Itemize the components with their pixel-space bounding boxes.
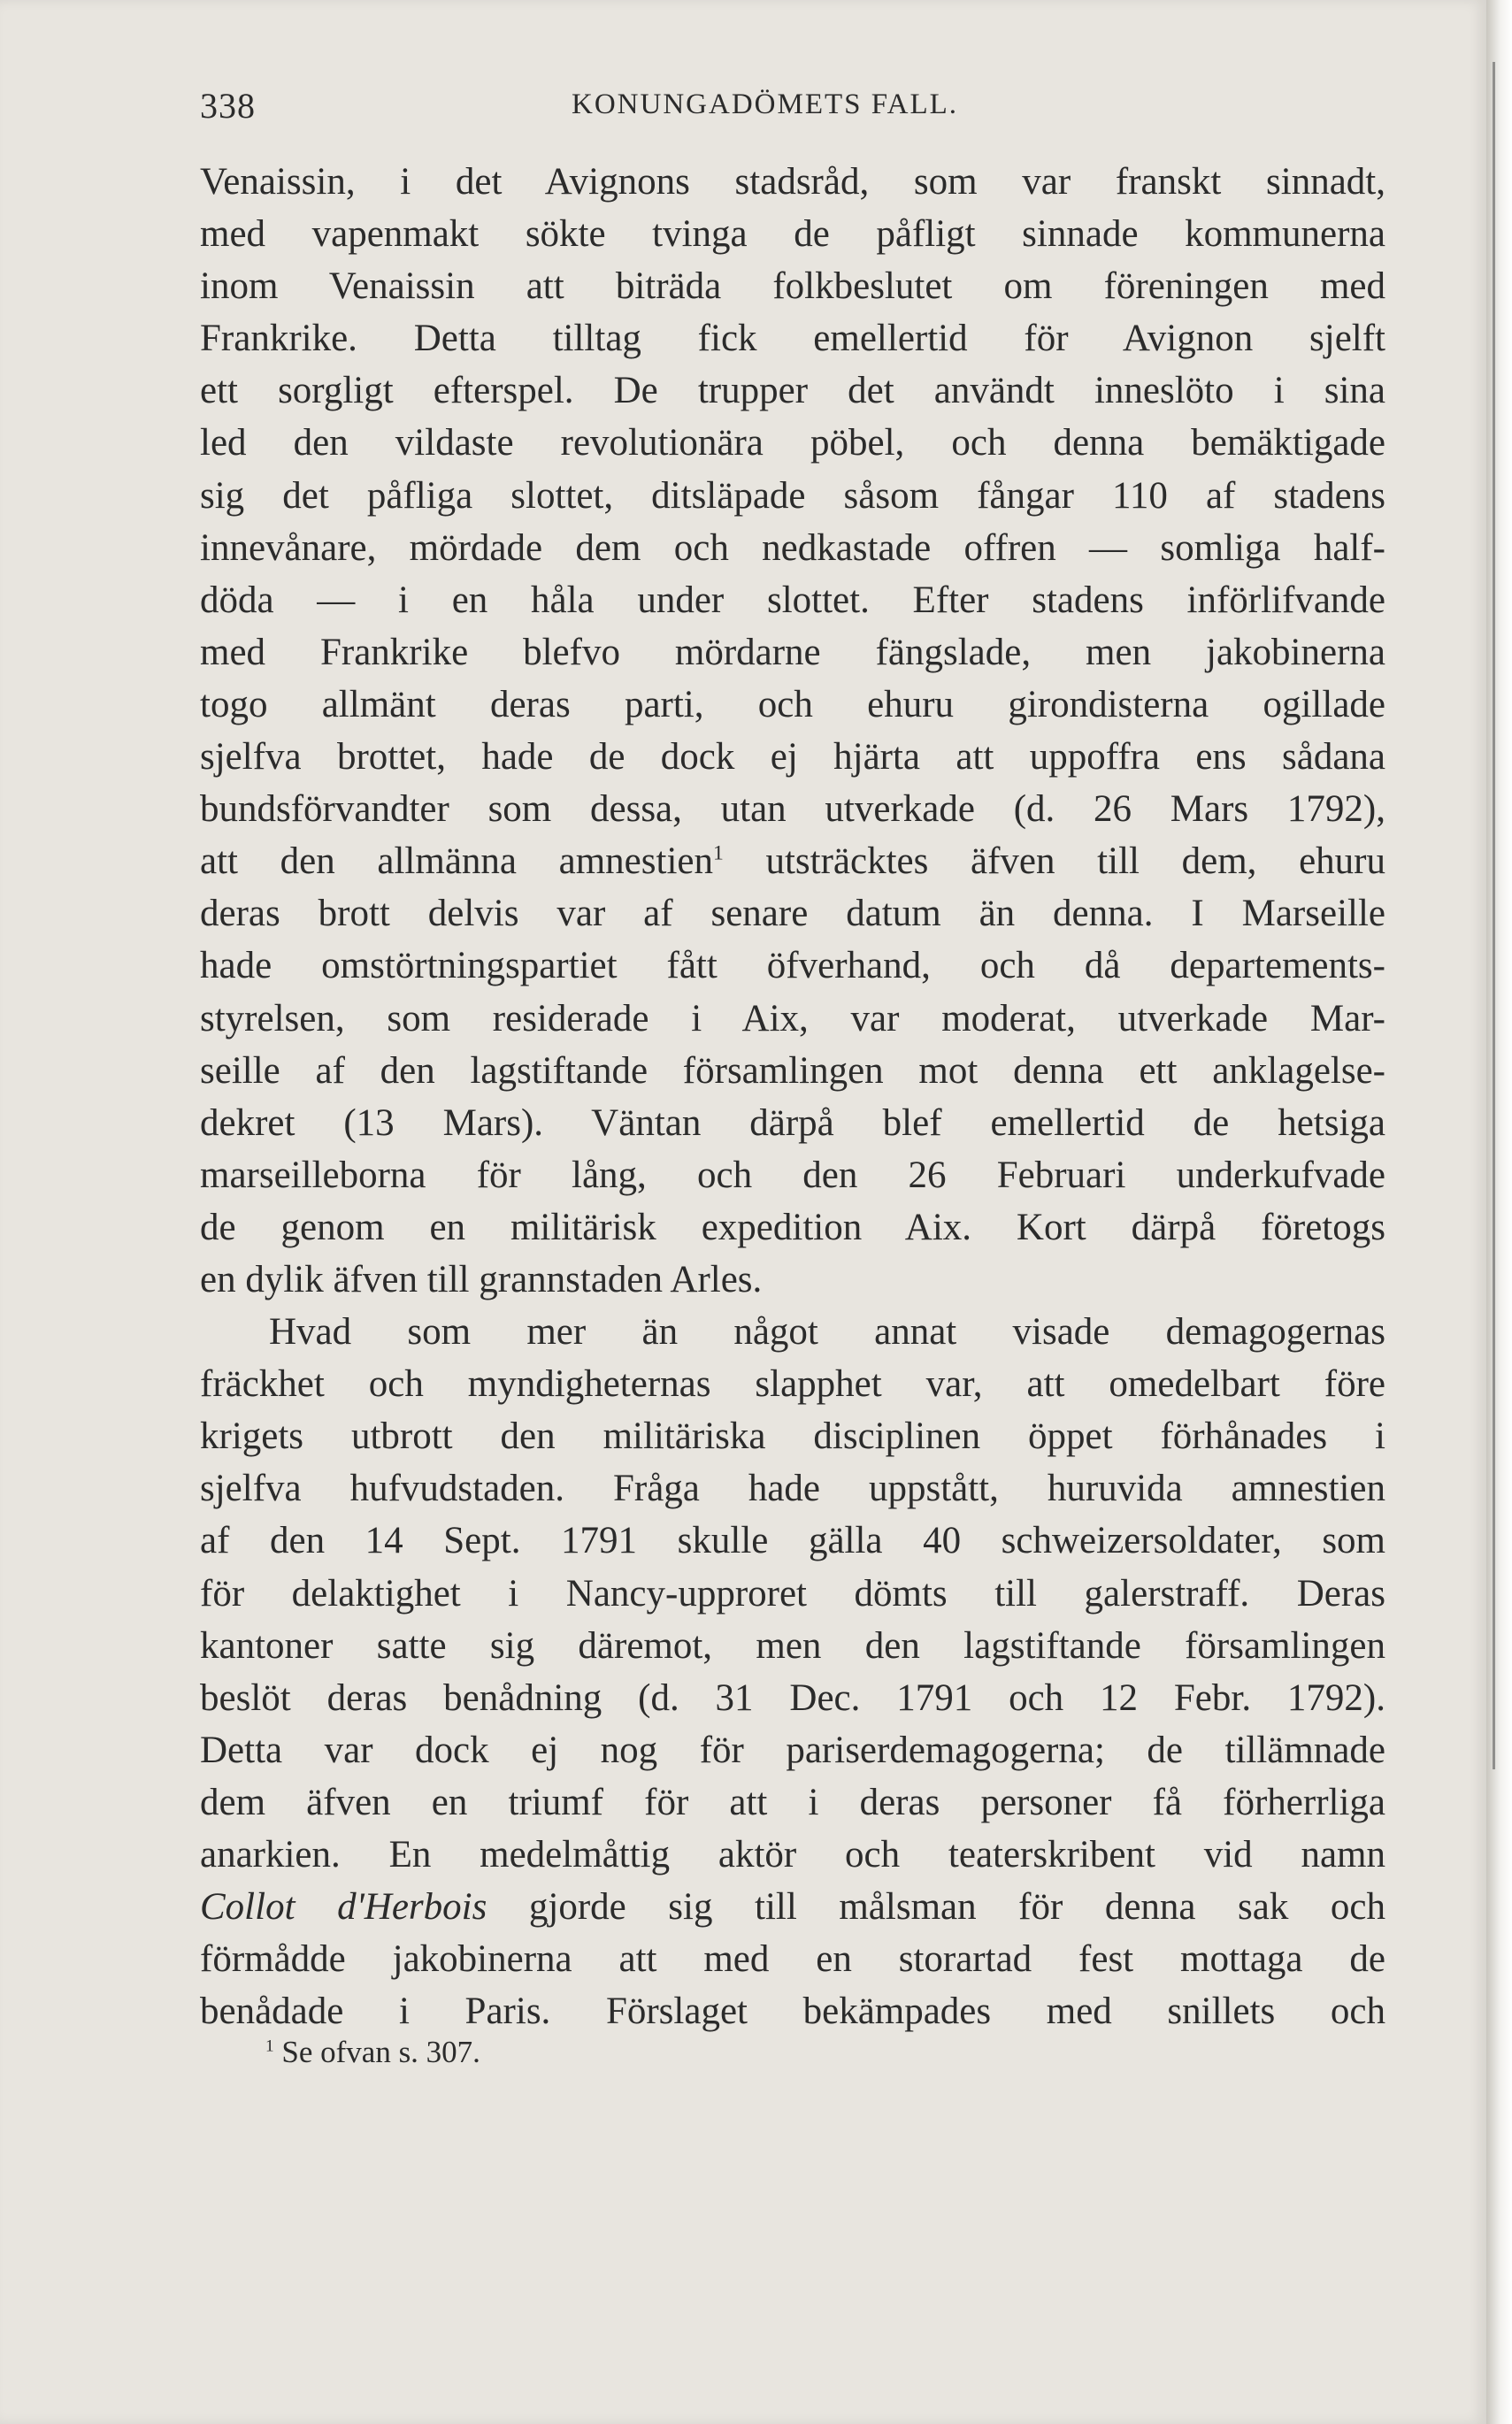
text-line: inom Venaissin att biträda folkbeslutet om föreningen med: [200, 265, 1385, 308]
text-line: bundsförvandter som dessa, utan utverkade (d. 26 Mars 1792),: [200, 788, 1385, 831]
text-line: sjelfva hufvudstaden. Fråga hade uppstått, huruvida amnestien: [200, 1468, 1385, 1510]
text-fragment: utsträcktes äfven till dem, ehuru: [765, 840, 1385, 883]
italic-name: Collot d'Herbois: [200, 1886, 487, 1929]
binding-line: [1493, 62, 1495, 1769]
text-line-with-footnote: [200, 835, 1385, 887]
text-fragment: gjorde sig till målsman för denna sak och: [528, 1886, 1385, 1929]
text-line: Frankrike. Detta tilltag fick emellertid för Avignon sjelft: [200, 318, 1385, 360]
text-line: de genom en militärisk expedition Aix. Kort därpå företogs: [200, 1206, 1385, 1248]
text-line: led den vildaste revolutionära pöbel, och denna bemäktigade: [200, 422, 1385, 464]
text-line: Venaissin, i det Avignons stadsråd, som var franskt sinnadt,: [200, 161, 1385, 203]
text-line: styrelsen, som residerade i Aix, var moderat, utverkade Mar-: [200, 997, 1385, 1039]
text-line: deras brott delvis var af senare datum än denna. I Marseille: [200, 893, 1385, 935]
text-line: krigets utbrott den militäriska disciplinen öppet förhånades i: [200, 1415, 1385, 1458]
text-line: Hvad som mer än något annat visade demagogernas: [269, 1311, 1385, 1354]
footnote-text: Se ofvan s. 307.: [281, 2035, 480, 2069]
text-fragment: att den allmänna amnestien: [200, 840, 713, 883]
text-line: med Frankrike blefvo mördarne fängslade, men jakobinerna: [200, 631, 1385, 673]
running-head: KONUNGADÖMETS FALL.: [572, 88, 959, 120]
footnote-marker: 1: [265, 2037, 274, 2056]
text-line: hade omstörtningspartiet fått öfverhand, och då departements-: [200, 945, 1385, 987]
text-line: kantoner satte sig däremot, men den lagstiftande församlingen: [200, 1624, 1385, 1667]
text-line: döda — i en håla under slottet. Efter stadens införlifvande: [200, 579, 1385, 621]
page-number: 338: [200, 86, 256, 126]
text-line: en dylik äfven till grannstaden Arles.: [200, 1258, 763, 1300]
text-line: anarkien. En medelmåttig aktör och teaterskribent vid namn: [200, 1834, 1385, 1876]
text-line: seille af den lagstiftande församlingen mot denna ett anklagelse-: [200, 1049, 1385, 1092]
text-line: fräckhet och myndigheternas slapphet var, att omedelbart före: [200, 1363, 1385, 1406]
text-line: med vapenmakt sökte tvinga de påfligt sinnade kommunerna: [200, 213, 1385, 256]
text-line: sjelfva brottet, hade de dock ej hjärta att uppoffra ens sådana: [200, 736, 1385, 779]
text-line: Detta var dock ej nog för pariserdemagogerna; de tillämnade: [200, 1729, 1385, 1771]
footnote: [265, 2033, 480, 2072]
text-line: togo allmänt deras parti, och ehuru girondisterna ogillade: [200, 683, 1385, 725]
text-line: dem äfven en triumf för att i deras personer få förherrliga: [200, 1781, 1385, 1823]
text-line: förmådde jakobinerna att med en storartad fest mottaga de: [200, 1938, 1385, 1981]
text-line: beslöt deras benådning (d. 31 Dec. 1791 och 12 Febr. 1792).: [200, 1676, 1385, 1719]
body-text: [200, 156, 1385, 2037]
text-line: innevånare, mördade dem och nedkastade offren — somliga half-: [200, 526, 1385, 569]
text-line: ett sorgligt efterspel. De trupper det användt inneslöto i sina: [200, 370, 1385, 412]
text-line: marseilleborna för lång, och den 26 Februari underkufvade: [200, 1154, 1385, 1196]
text-line: benådade i Paris. Förslaget bekämpades med snillets och: [200, 1991, 1385, 2033]
text-line: af den 14 Sept. 1791 skulle gälla 40 schweizersoldater, som: [200, 1520, 1385, 1562]
text-line: för delaktighet i Nancy-upproret dömts till galerstraff. Deras: [200, 1572, 1385, 1615]
text-line: dekret (13 Mars). Väntan därpå blef emellertid de hetsiga: [200, 1101, 1385, 1144]
page-header: [200, 85, 1385, 134]
text-line: sig det påfliga slottet, ditsläpade såsom fångar 110 af stadens: [200, 474, 1385, 517]
footnote-reference[interactable]: 1: [712, 841, 724, 865]
page-edge: [1486, 0, 1512, 2424]
text-line-with-name: [200, 1881, 1385, 1933]
